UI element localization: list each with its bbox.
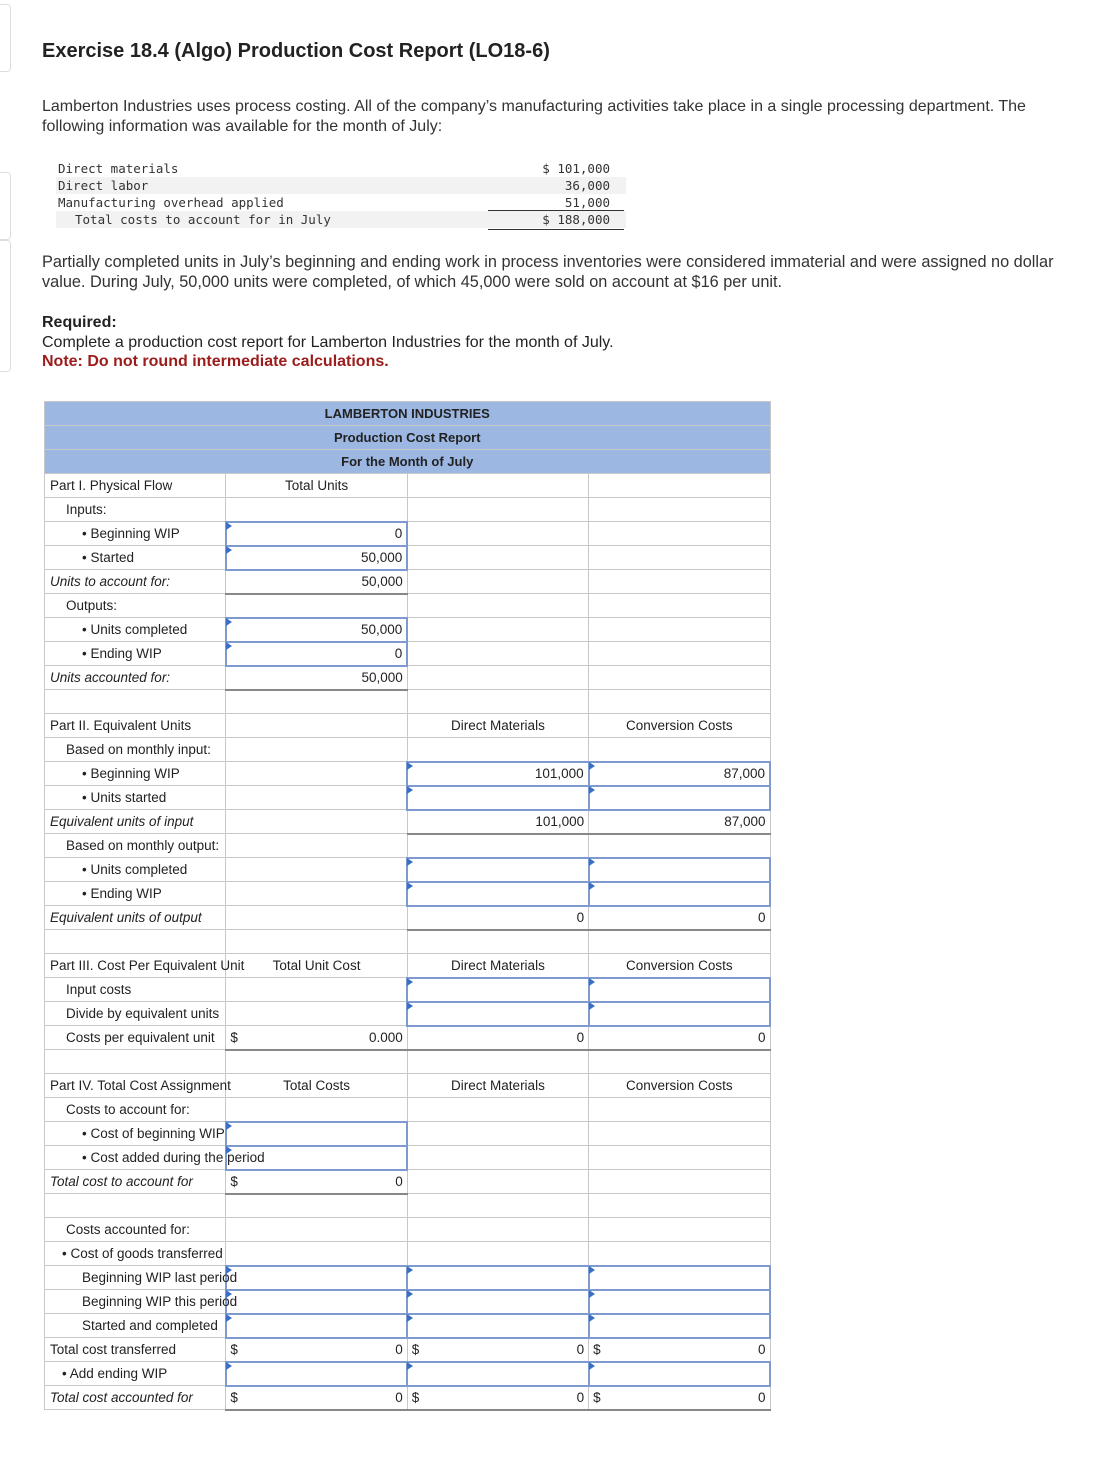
ending-wip-total-input[interactable] [226,1362,407,1386]
units-accounted-value: 50,000 [226,666,407,690]
row-label: • Add ending WIP [45,1362,226,1386]
row-label: Total cost accounted for [45,1386,226,1410]
started-units-input[interactable]: 50,000 [226,546,407,570]
cost-added-input[interactable] [226,1146,407,1170]
col-header-total: Total Unit Cost [226,954,407,978]
eu-started-dm-input[interactable] [407,786,588,810]
row-label: • Cost added during the period [45,1146,226,1170]
transferred-cc [589,1338,770,1362]
required-text: Complete a production cost report for Lamberton Industries for the month of July. [42,333,614,351]
part3-heading: Part III. Cost Per Equivalent Unit [45,954,226,978]
cost-label: Direct labor [58,178,149,193]
accounted-dm [407,1386,588,1410]
value: 0 [576,1390,585,1405]
report-period: For the Month of July [45,450,771,474]
beg-wip-last-total-input[interactable] [226,1266,407,1290]
value: 0 [395,1342,403,1357]
row-label: Started and completed [45,1314,226,1338]
beg-wip-last-dm-input[interactable] [407,1266,588,1290]
eu-output-dm-value: 0 [407,906,588,930]
row-label: • Beginning WIP [45,762,226,786]
col-header-cc: Conversion Costs [589,954,770,978]
double-underline [488,229,624,230]
part1-heading: Part I. Physical Flow [45,474,226,498]
value: 0 [395,1390,403,1405]
eu-ending-cc-input[interactable] [589,882,770,906]
eu-input-cc-value: 87,000 [589,810,770,834]
page-title: Exercise 18.4 (Algo) Production Cost Report (LO18-6) [42,40,550,62]
currency-sign: $ [230,1029,238,1045]
required-section [42,313,614,372]
eu-beg-wip-dm-input[interactable]: 101,000 [407,762,588,786]
row-label: Outputs: [45,594,226,618]
beg-wip-this-cc-input[interactable] [589,1290,770,1314]
cost-value: $ 188,000 [542,212,610,227]
col-header-dm: Direct Materials [407,1074,588,1098]
left-edge-tab [0,4,11,72]
table-row [45,474,771,498]
started-completed-total-input[interactable] [226,1314,407,1338]
eu-output-cc-value: 0 [589,906,770,930]
intro-paragraph: Lamberton Industries uses process costing. All of the company’s manufacturing activities take place in a single processing department. The following information was available for the month of July: [42,98,1026,135]
production-cost-report [44,401,771,1411]
row-label: Equivalent units of output [45,906,226,930]
row-label: Equivalent units of input [45,810,226,834]
ending-wip-units-input[interactable]: 0 [226,642,407,666]
row-label: Inputs: [45,498,226,522]
transferred-total [226,1338,407,1362]
started-completed-dm-input[interactable] [407,1314,588,1338]
ending-wip-cc-input[interactable] [589,1362,770,1386]
row-label: Divide by equivalent units [45,1002,226,1026]
row-label: • Cost of goods transferred [45,1242,226,1266]
accounted-total [226,1386,407,1410]
eu-ending-dm-input[interactable] [407,882,588,906]
part1-col-header: Total Units [226,474,407,498]
units-to-account-value: 50,000 [226,570,407,594]
part4-heading: Part IV. Total Cost Assignment [45,1074,226,1098]
row-label: • Ending WIP [45,882,226,906]
currency-sign: $ [411,1342,420,1357]
currency-sign: $ [230,1342,238,1357]
row-label: • Units completed [45,858,226,882]
eu-completed-dm-input[interactable] [407,858,588,882]
started-completed-cc-input[interactable] [589,1314,770,1338]
divide-eu-cc-input[interactable] [589,1002,770,1026]
row-label: • Cost of beginning WIP [45,1122,226,1146]
currency-sign: $ [411,1390,420,1405]
value: 0 [757,1342,766,1357]
row-label: Input costs [45,978,226,1002]
cost-per-eu-total [226,1026,407,1050]
row-label: • Ending WIP [45,642,226,666]
cost-row [56,194,626,211]
cost-row [56,177,626,194]
beg-wip-this-dm-input[interactable] [407,1290,588,1314]
beg-wip-last-cc-input[interactable] [589,1266,770,1290]
row-label: Beginning WIP this period [45,1290,226,1314]
row-label: Beginning WIP last period [45,1266,226,1290]
left-edge-tab [0,172,11,240]
cost-value: 51,000 [564,195,610,210]
row-label: Total cost to account for [45,1170,226,1194]
currency-sign: $ [230,1390,238,1405]
row-label: Costs to account for: [45,1098,226,1122]
cost-data-block [56,160,626,228]
cost-per-eu-dm: 0 [407,1026,588,1050]
input-costs-dm-input[interactable] [407,978,588,1002]
part2-heading: Part II. Equivalent Units [45,714,226,738]
row-label: Units accounted for: [45,666,226,690]
col-header-cc: Conversion Costs [589,1074,770,1098]
underline [488,210,624,211]
row-label: Costs accounted for: [45,1218,226,1242]
cost-label: Direct materials [58,161,179,176]
cost-label: Manufacturing overhead applied [58,195,284,210]
row-label: • Units completed [45,618,226,642]
row-label: Based on monthly input: [45,738,226,762]
col-header-dm: Direct Materials [407,954,588,978]
beg-wip-units-input[interactable]: 0 [226,522,407,546]
eu-completed-cc-input[interactable] [589,858,770,882]
cost-row [56,211,626,228]
col-header-cc: Conversion Costs [589,714,770,738]
currency-sign: $ [230,1174,238,1189]
currency-sign: $ [593,1342,601,1357]
row-label: • Beginning WIP [45,522,226,546]
units-completed-input[interactable]: 50,000 [226,618,407,642]
transferred-dm [407,1338,588,1362]
cost-per-eu-cc: 0 [589,1026,770,1050]
value: 0.000 [368,1029,403,1045]
note-text: Note: Do not round intermediate calculations. [42,353,389,370]
accounted-cc [589,1386,770,1410]
divide-eu-dm-input[interactable] [407,1002,588,1026]
info-paragraph: Partially completed units in July’s beginning and ending work in process inventories were considered immaterial and were assigned no dollar value. During July, 50,000 units were completed, of which 45,000 were sold on account at $16 per unit. [42,253,1054,291]
row-label: Based on monthly output: [45,834,226,858]
cost-label: Total costs to account for in July [75,212,331,227]
report-company: LAMBERTON INDUSTRIES [45,402,771,426]
eu-input-dm-value: 101,000 [407,810,588,834]
col-header-dm: Direct Materials [407,714,588,738]
value: 0 [576,1342,585,1357]
row-label: • Units started [45,786,226,810]
currency-sign: $ [593,1390,601,1405]
report-name: Production Cost Report [45,426,771,450]
total-cost-to-account [226,1170,407,1194]
input-costs-cc-input[interactable] [589,978,770,1002]
eu-started-cc-input[interactable] [589,786,770,810]
col-header-total: Total Costs [226,1074,407,1098]
cost-value: 36,000 [564,178,610,193]
row-label: • Started [45,546,226,570]
cost-value: $ 101,000 [542,161,610,176]
value: 0 [757,1390,766,1405]
left-edge-tab [0,240,11,372]
row-label: Total cost transferred [45,1338,226,1362]
ending-wip-dm-input[interactable] [407,1362,588,1386]
cost-row [56,160,626,177]
beg-wip-this-total-input[interactable] [226,1290,407,1314]
eu-beg-wip-cc-input[interactable]: 87,000 [589,762,770,786]
required-label: Required: [42,314,117,331]
cost-beg-wip-input[interactable] [226,1122,407,1146]
value: 0 [395,1174,403,1189]
row-label: Units to account for: [45,570,226,594]
row-label: Costs per equivalent unit [45,1026,226,1050]
